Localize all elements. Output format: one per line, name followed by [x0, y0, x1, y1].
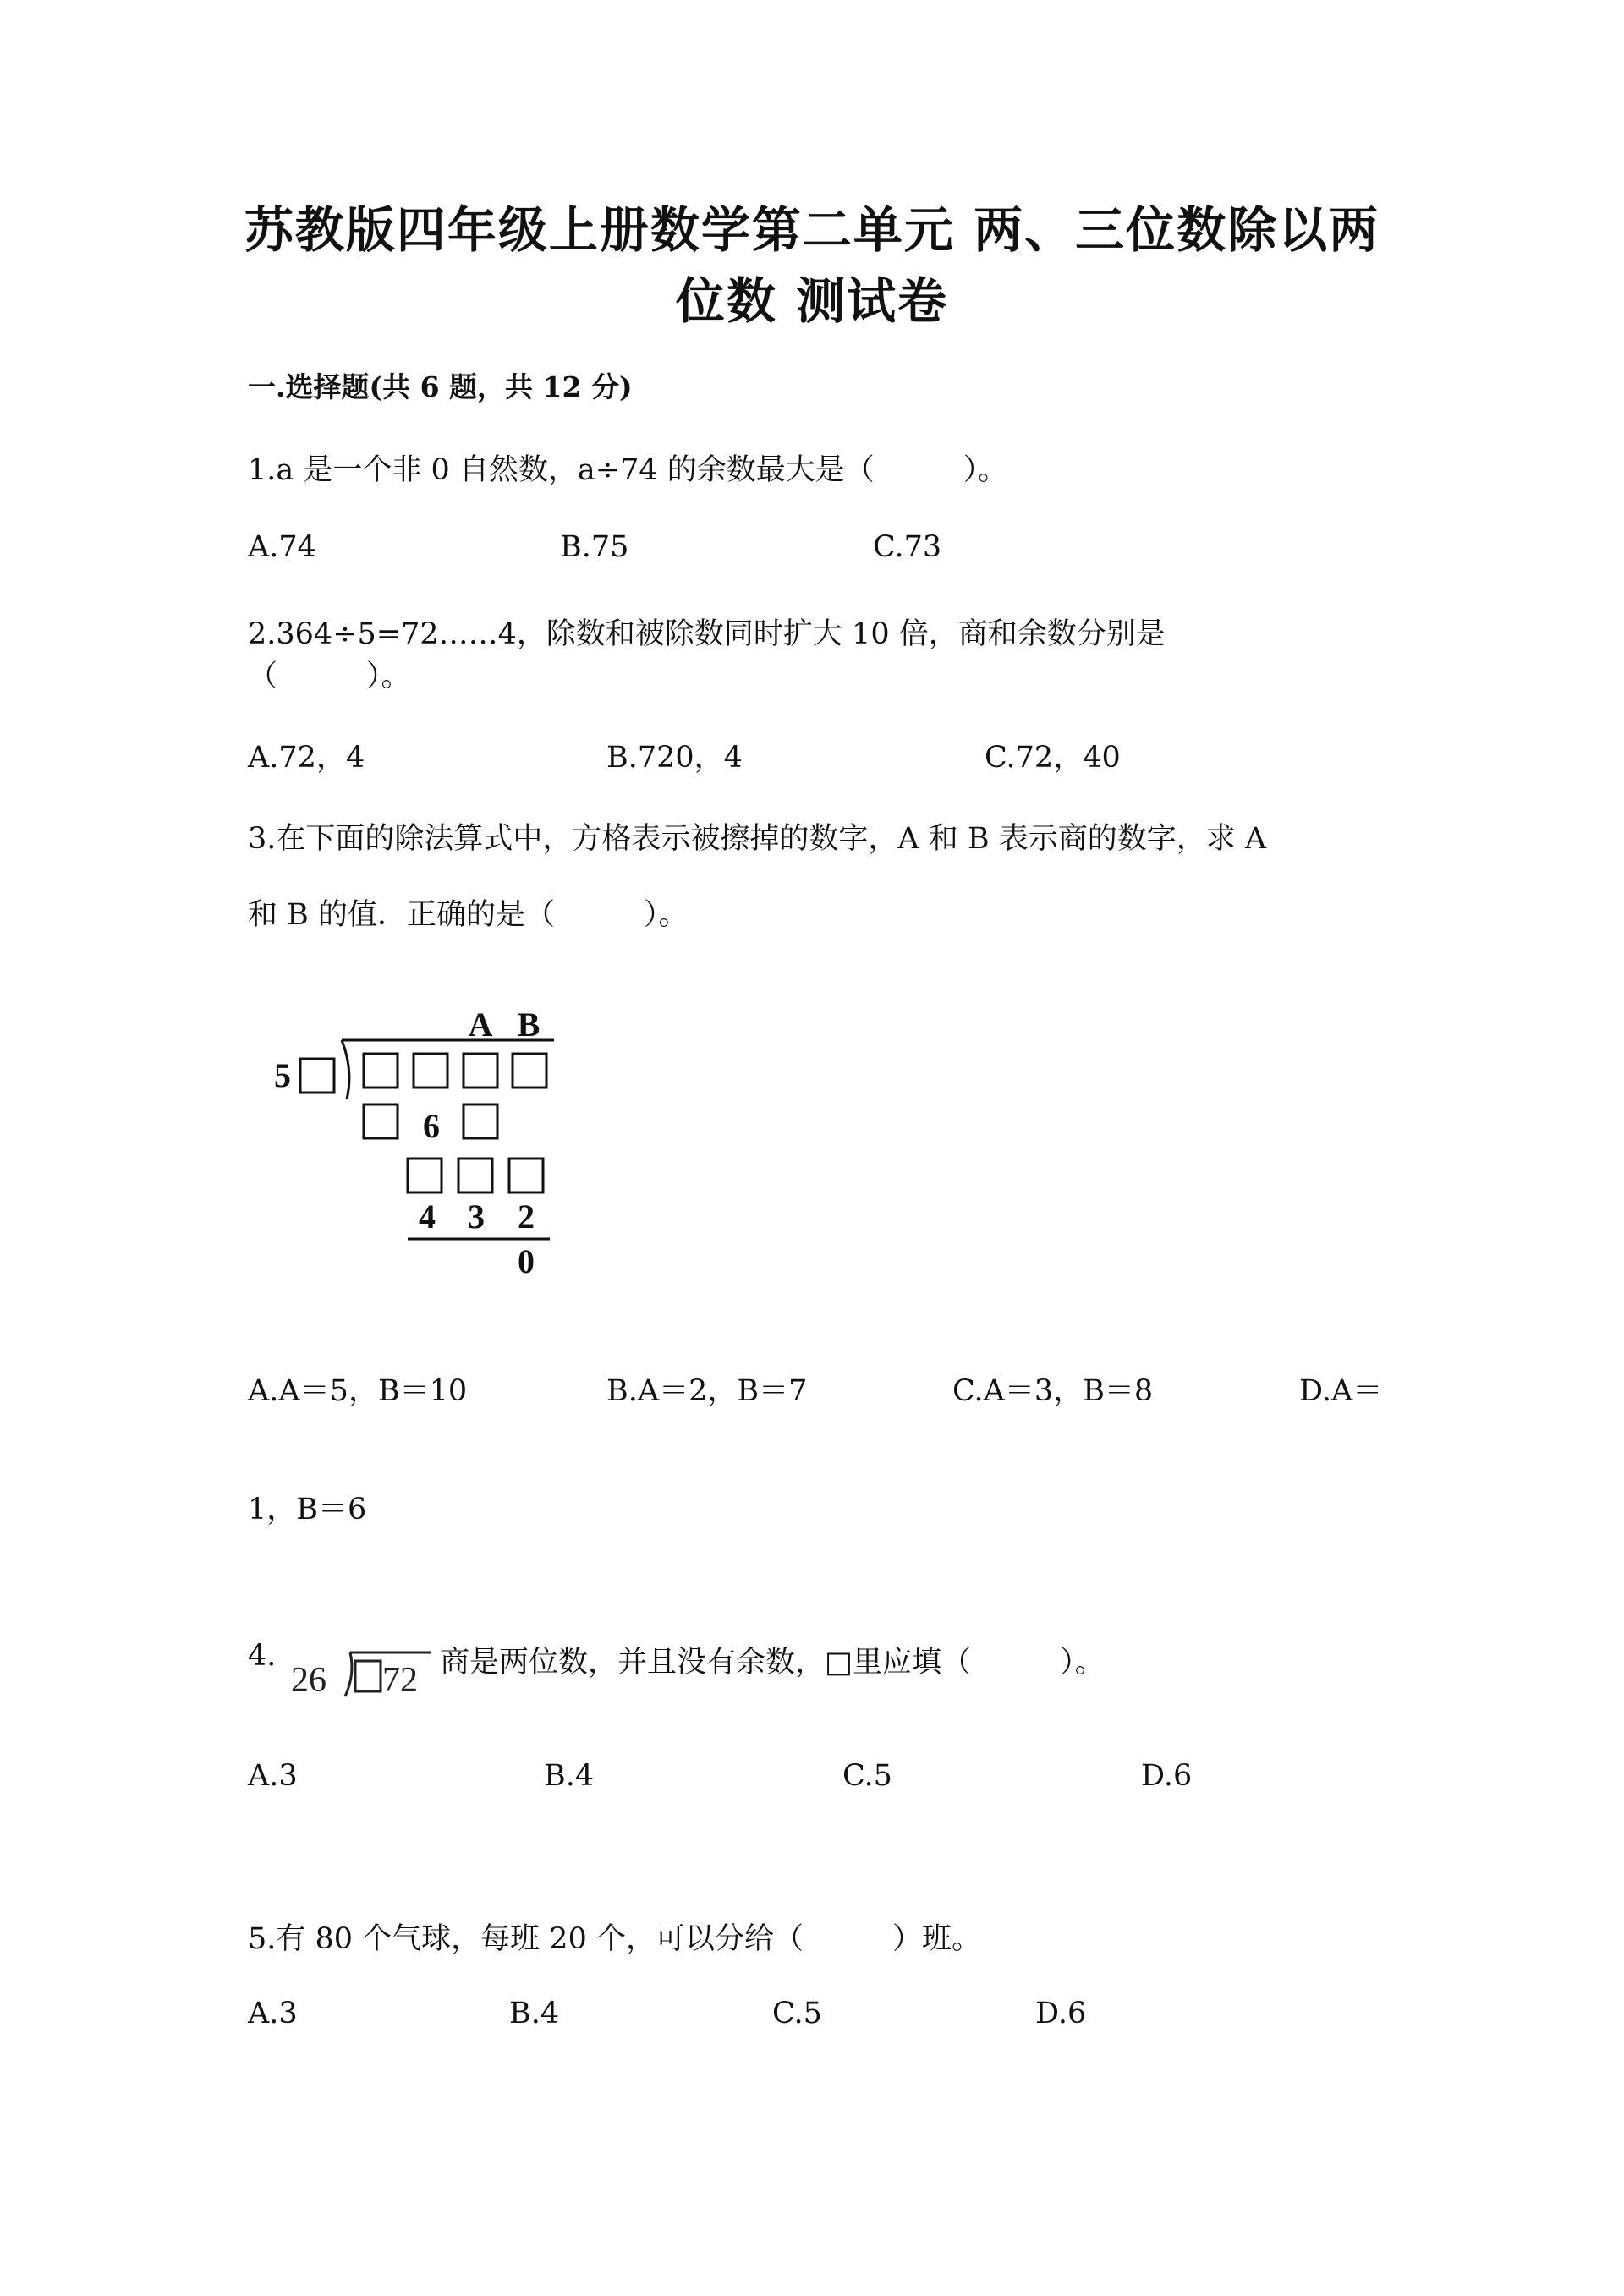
- remainder-digit: 0: [518, 1242, 535, 1280]
- q4-option-b[interactable]: B.4: [544, 1759, 595, 1793]
- q3-option-b[interactable]: B.A＝2，B＝7: [606, 1374, 808, 1408]
- row2-box-2: [458, 1159, 492, 1192]
- long-division-figure: [254, 989, 575, 1281]
- q4-option-a[interactable]: A.3: [248, 1759, 298, 1793]
- q5-option-b[interactable]: B.4: [509, 1997, 560, 2030]
- page-title-line-1: 苏教版四年级上册数学第二单元 两、三位数除以两: [244, 201, 1380, 259]
- q2-option-b[interactable]: B.720，4: [606, 741, 743, 775]
- row2-box-3: [509, 1159, 543, 1192]
- q3-option-a[interactable]: A.A＝5，B＝10: [248, 1374, 468, 1408]
- row3-digit-3: 2: [518, 1197, 535, 1236]
- question-4-stem: 商是两位数，并且没有余数，□里应填（ ）。: [440, 1646, 1105, 1680]
- row3-digit-2: 3: [468, 1197, 485, 1236]
- row1-digit: 6: [423, 1107, 440, 1145]
- q4-option-c[interactable]: C.5: [842, 1759, 892, 1793]
- dividend-box-1: [364, 1054, 398, 1088]
- quotient-digit-b: B: [517, 1006, 540, 1044]
- question-3-stem-line-2: 和 B 的值．正确的是（ ）。: [248, 898, 689, 932]
- dividend-box-4: [513, 1054, 546, 1088]
- q5-option-a[interactable]: A.3: [248, 1997, 298, 2030]
- division-bracket: [345, 1652, 352, 1696]
- divisor-box: [300, 1059, 334, 1093]
- q1-option-c[interactable]: C.73: [873, 530, 942, 564]
- question-2-stem-line-1: 2.364÷5=72……4，除数和被除数同时扩大 10 倍，商和余数分别是: [248, 617, 1166, 651]
- division-figure-26: [288, 1641, 436, 1701]
- divisor-number: 26: [291, 1661, 326, 1700]
- question-2-stem-line-2: （ ）。: [248, 660, 411, 693]
- dividend-box-3: [464, 1054, 497, 1088]
- dividend-tail: 72: [382, 1661, 418, 1700]
- dividend-box-2: [414, 1054, 447, 1088]
- divisor-digit: 5: [274, 1056, 291, 1094]
- q5-option-c[interactable]: C.5: [772, 1997, 822, 2030]
- q3-option-c[interactable]: C.A＝3，B＝8: [952, 1374, 1154, 1408]
- q1-option-b[interactable]: B.75: [560, 530, 629, 564]
- question-3-stem-line-1: 3.在下面的除法算式中，方格表示被擦掉的数字，A 和 B 表示商的数字，求 A: [248, 822, 1267, 856]
- blank-box: [355, 1661, 381, 1691]
- row3-digit-1: 4: [419, 1197, 436, 1236]
- page-title-line-2: 位数 测试卷: [675, 272, 949, 330]
- q1-option-a[interactable]: A.74: [248, 530, 316, 564]
- q5-option-d[interactable]: D.6: [1035, 1997, 1087, 2030]
- quotient-digit-a: A: [468, 1006, 493, 1044]
- row2-box-1: [408, 1159, 442, 1192]
- q3-option-d[interactable]: D.A＝: [1299, 1374, 1383, 1408]
- q2-option-a[interactable]: A.72，4: [248, 741, 365, 775]
- division-bracket: [342, 1040, 349, 1099]
- question-5-stem: 5.有 80 个气球，每班 20 个，可以分给（ ）班。: [248, 1922, 981, 1956]
- q2-option-c[interactable]: C.72，40: [985, 741, 1121, 775]
- row1-box-2: [464, 1104, 497, 1138]
- section-heading: 一.选择题(共 6 题，共 12 分): [248, 370, 633, 403]
- question-4-number: 4.: [248, 1639, 277, 1673]
- q3-option-d-continued: 1，B＝6: [248, 1493, 367, 1526]
- q4-option-d[interactable]: D.6: [1141, 1759, 1193, 1793]
- question-1-stem: 1.a 是一个非 0 自然数，a÷74 的余数最大是（ ）。: [248, 453, 1008, 487]
- row1-box-1: [364, 1104, 398, 1138]
